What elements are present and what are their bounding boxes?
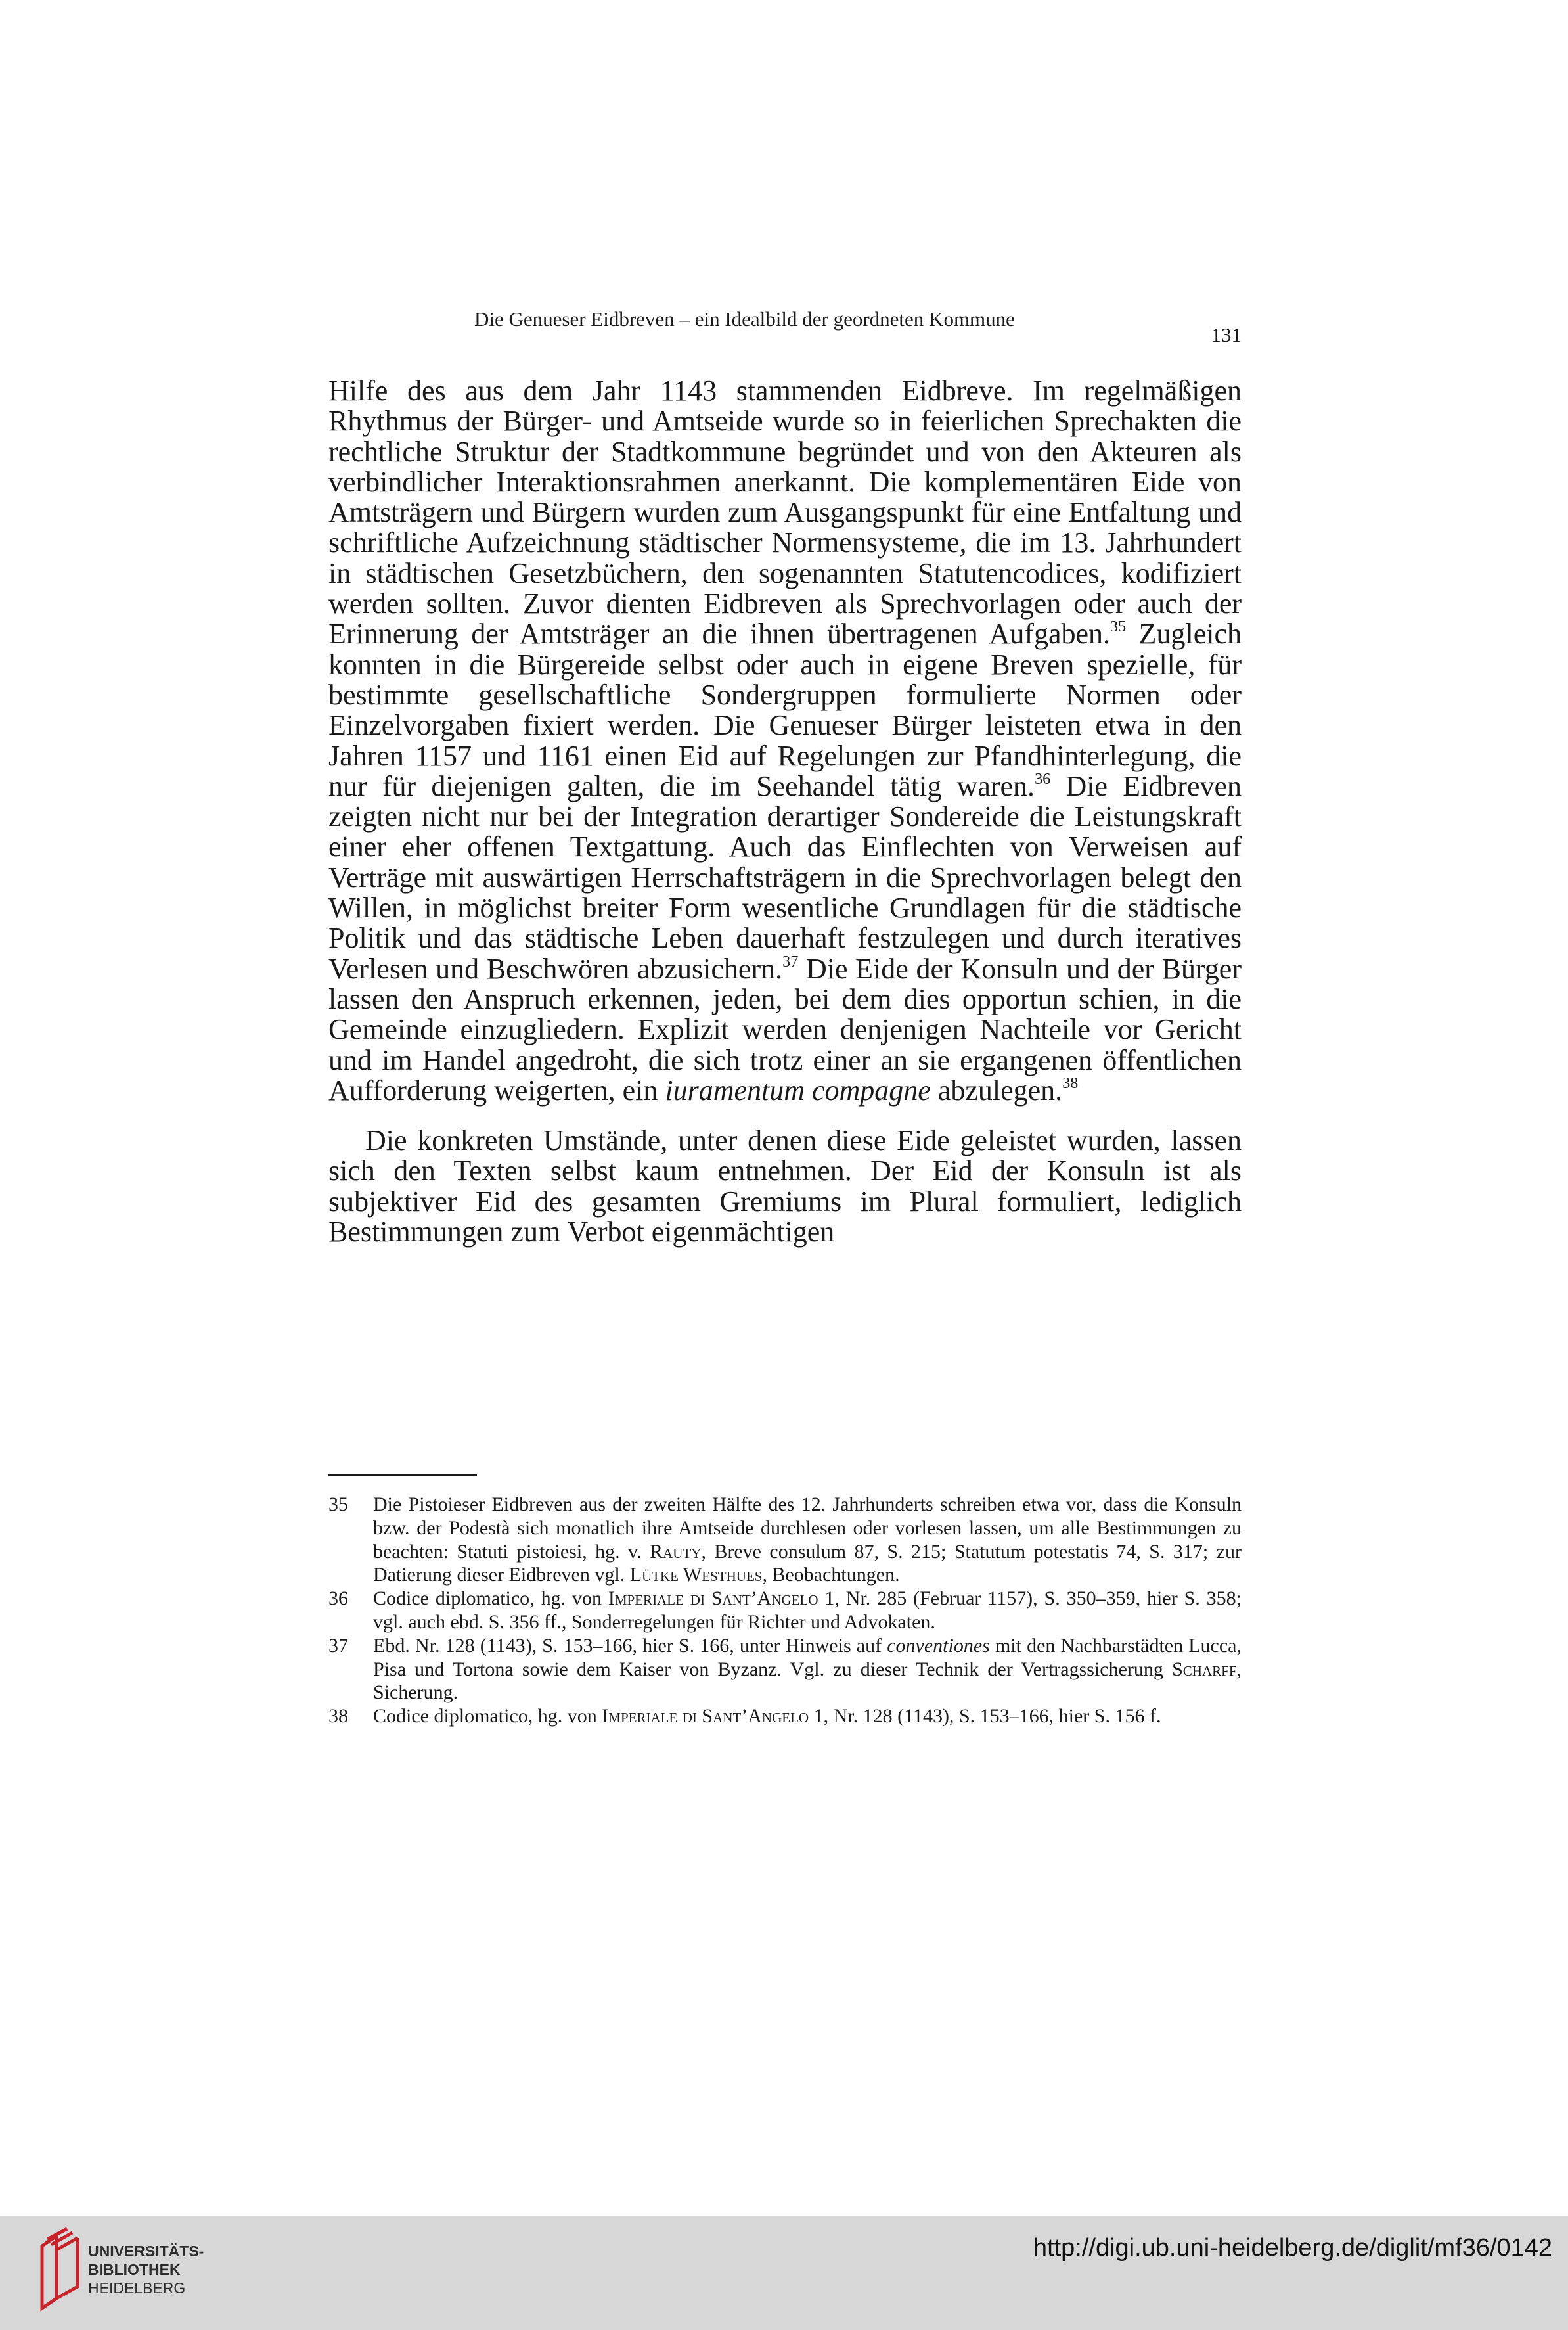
footnote-text: Codice diplomatico, hg. von Imperiale di Sant’Angelo 1, Nr. 285 (Februar 1157), S. 350–359, hier S. 358; vgl. auch ebd. S. 356 ff., Sonderregelungen für Richter und Advokaten. [373,1588,1242,1633]
page-number: 131 [1211,323,1242,346]
source-url-link[interactable]: http://digi.ub.uni-heidelberg.de/diglit/mf36/0142 [1033,2234,1552,2262]
footnote-text: Codice diplomatico, hg. von Imperiale di Sant’Angelo 1, Nr. 128 (1143), S. 153–166, hier S. 156 f. [373,1705,1161,1727]
author-name: Scharff [1172,1658,1237,1680]
footnote-ref[interactable]: 36 [1035,769,1051,788]
body-text [328,376,1242,1247]
italic-term: conventiones [887,1634,990,1656]
footnote-number: 36 [328,1588,348,1610]
text-run: Die Eidbreven zeigten nicht nur bei der Integration derartiger Sondereide die Leistungskraft einer eher offenen Textgattung. Auch das Einflechten von Verweisen auf Verträge mit auswärtigen Herrschaftsträgern in die Sprechvorlagen belegt den Willen, in möglichst breiter Form wesentliche Grundlagen für die städtische Politik und das städtische Leben dauerhaft festzulegen und durch iteratives Verlesen und Beschwören abzusichern. [328,769,1242,985]
footnote-ref[interactable]: 37 [782,952,799,971]
author-name: Imperiale di Sant’Angelo [608,1588,818,1610]
footnote-number: 35 [328,1494,348,1515]
paragraph [328,376,1242,1106]
footer-bar [0,2216,1568,2330]
text-run: abzulegen. [930,1074,1063,1107]
footnote-ref[interactable]: 38 [1062,1074,1079,1092]
author-name: Rauty [650,1540,702,1563]
footnote [328,1493,1242,1587]
footnotes [328,1493,1242,1728]
footnote-ref[interactable]: 35 [1110,618,1127,636]
footnote [328,1704,1242,1728]
library-name [88,2242,204,2297]
footnote [328,1634,1242,1704]
author-name: Imperiale di Sant’Angelo [602,1705,809,1727]
library-name-line: HEIDELBERG [88,2279,186,2296]
footnote-number: 38 [328,1705,348,1727]
footnote [328,1587,1242,1634]
running-title: Die Genueser Eidbreven – ein Idealbild der geordneten Kommune [474,308,1015,331]
text-run: Hilfe des aus dem Jahr 1143 stammenden Eidbreve. Im regelmäßigen Rhythmus der Bürger- und Amtseide wurde so in feierlichen Sprechakten die rechtliche Struktur der Stadtkommune begründet und von den Akteuren als verbindlicher Interaktionsrahmen anerkannt. Die komplementären Eide von Amtsträgern und Bürgern wurden zum Ausgangspunkt für eine Entfaltung und schriftliche Aufzeichnung städtischer Normensysteme, die im 13. Jahrhundert in städtischen Gesetzbüchern, den sogenannten Statutencodices, kodifiziert werden sollten. Zuvor dienten Eidbreven als Sprechvorlagen oder auch der Erinnerung der Amtsträger an die ihnen übertragenen Aufgaben. [328,375,1242,651]
footnote-text: Ebd. Nr. 128 (1143), S. 153–166, hier S. 166, unter Hinweis auf conventiones mit den Nachbarstädten Lucca, Pisa und Tortona sowie dem Kaiser von Byzanz. Vgl. zu dieser Technik der Vertragssicherung Scharff, Sicherung. [373,1634,1242,1704]
text-run: Zugleich konnten in die Bürgereide selbst oder auch in eigene Breven spezielle, für bestimmte gesellschaftliche Sondergruppen formulierte Normen oder Einzelvorgaben fixiert werden. Die Genueser Bürger leisteten etwa in den Jahren 1157 und 1161 einen Eid auf Regelungen zur Pfandhinterlegung, die nur für diejenigen galten, die im Seehandel tätig waren. [328,618,1242,802]
text-run: Die Eide der Konsuln und der Bürger lassen den Anspruch erkennen, jeden, bei dem dies opportun schien, in die Gemeinde einzugliedern. Explizit werden denjenigen Nachteile vor Gericht und im Handel angedroht, die sich trotz einer an sie ergangenen öffentlichen Aufforderung weigerten, ein [328,952,1242,1107]
footnote-text: Die Pistoieser Eidbreven aus der zweiten Hälfte des 12. Jahrhunderts schreiben etwa vor, dass die Konsuln bzw. der Podestà sich monatlich ihre Amtseide durchlesen oder vorlesen lassen, um alle Bestimmungen zu beachten: Statuti pistoiesi, hg. v. Rauty, Breve consulum 87, S. 215; Statutum potestatis 74, S. 317; zur Datierung dieser Eidbreven vgl. Lütke Westhues, Beobachtungen. [373,1494,1242,1586]
italic-term: iuramentum compagne [665,1074,931,1107]
library-name-line: BIBLIOTHEK [88,2261,181,2278]
library-name-line: UNIVERSITÄTS- [88,2243,204,2260]
library-book-icon [38,2226,81,2312]
paragraph: Die konkreten Umstände, unter denen diese Eide geleistet wurden, lassen sich den Texten selbst kaum entnehmen. Der Eid der Konsuln ist als subjektiver Eid des gesamten Gremiums im Plural formuliert, lediglich Bestimmungen zum Verbot eigenmächtigen [328,1124,1242,1248]
footnote-rule [328,1474,477,1476]
author-name: Lütke Westhues [629,1564,763,1586]
footnote-number: 37 [328,1634,348,1656]
